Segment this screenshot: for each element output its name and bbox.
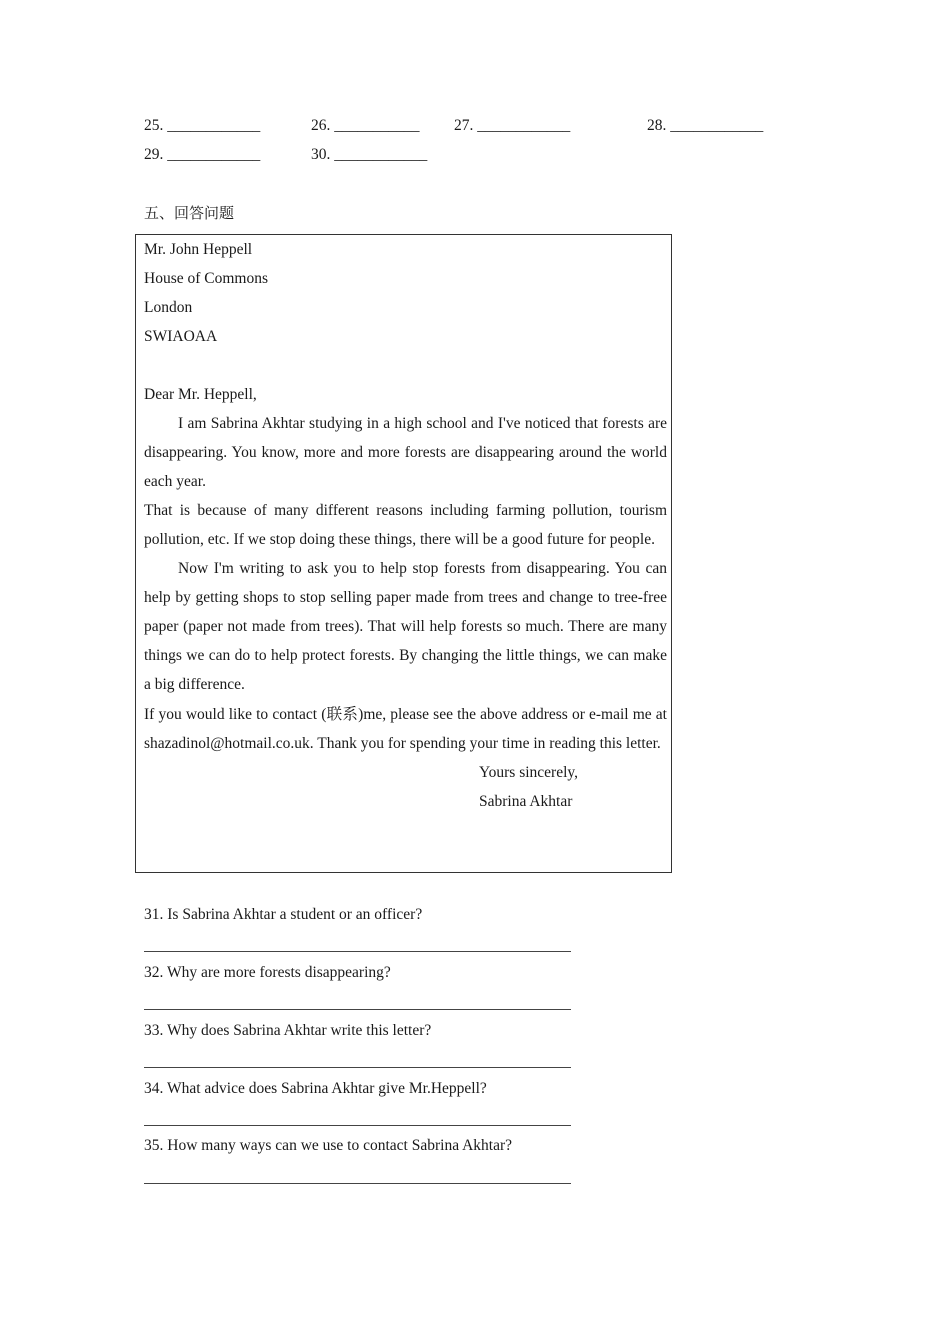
question-34: 34. What advice does Sabrina Akhtar give Mr.Heppell?: [144, 1080, 487, 1097]
answer-line[interactable]: [144, 1125, 571, 1126]
section-title: 五、回答问题: [144, 204, 235, 222]
blank-27: [454, 116, 570, 136]
signature: Sabrina Akhtar: [479, 793, 573, 810]
answer-blank[interactable]: ____________: [167, 146, 261, 163]
answer-blank[interactable]: ____________: [477, 117, 571, 134]
answer-blank[interactable]: ___________: [334, 117, 420, 134]
question-33: 33. Why does Sabrina Akhtar write this letter?: [144, 1022, 432, 1039]
answer-line[interactable]: [144, 951, 571, 952]
closing: Yours sincerely,: [479, 764, 579, 781]
spacer: [144, 351, 667, 380]
address-line: Mr. John Heppell: [144, 241, 253, 258]
address-line: London: [144, 299, 193, 316]
blank-28: [647, 116, 763, 136]
blank-30: [311, 145, 427, 165]
letter-paragraph: That is because of many different reasons including farming pollution, tourism pollution, etc. If we stop doing these things, there will be a good future for people.: [144, 502, 667, 548]
question-35: 35. How many ways can we use to contact Sabrina Akhtar?: [144, 1137, 513, 1154]
blank-number: 26.: [311, 117, 331, 134]
blank-26: [311, 116, 420, 136]
answer-line[interactable]: [144, 1067, 571, 1068]
blank-number: 30.: [311, 146, 331, 163]
greeting: Dear Mr. Heppell,: [144, 386, 257, 403]
letter-paragraph: If you would like to contact (联系)me, please see the above address or e-mail me at shazadinol@hotmail.co.uk. Thank you for spending your time in reading this letter.: [144, 706, 667, 752]
answer-blank[interactable]: ____________: [334, 146, 428, 163]
blank-number: 27.: [454, 117, 474, 134]
blank-29: [144, 145, 260, 165]
address-line: SWIAOAA: [144, 328, 218, 345]
blank-25: [144, 116, 260, 136]
answer-line[interactable]: [144, 1009, 571, 1010]
letter-box: [135, 234, 672, 873]
question-31: 31. Is Sabrina Akhtar a student or an officer?: [144, 906, 423, 923]
letter-paragraph: I am Sabrina Akhtar studying in a high school and I've noticed that forests are disappearing. You know, more and more forests are disappearing around the world each year.: [144, 415, 667, 490]
question-32: 32. Why are more forests disappearing?: [144, 964, 391, 981]
letter-body: [144, 235, 667, 816]
blank-number: 25.: [144, 117, 164, 134]
answer-blank[interactable]: ____________: [167, 117, 261, 134]
letter-paragraph: Now I'm writing to ask you to help stop forests from disappearing. You can help by getting shops to stop selling paper made from trees and change to tree-free paper (paper not made from trees). That will help forests so much. There are many things we can do to help protect forests. By changing the little things, we can make a big difference.: [144, 560, 667, 693]
answer-blank[interactable]: ____________: [670, 117, 764, 134]
blank-number: 28.: [647, 117, 667, 134]
blank-number: 29.: [144, 146, 164, 163]
address-line: House of Commons: [144, 270, 268, 287]
answer-line[interactable]: [144, 1183, 571, 1184]
